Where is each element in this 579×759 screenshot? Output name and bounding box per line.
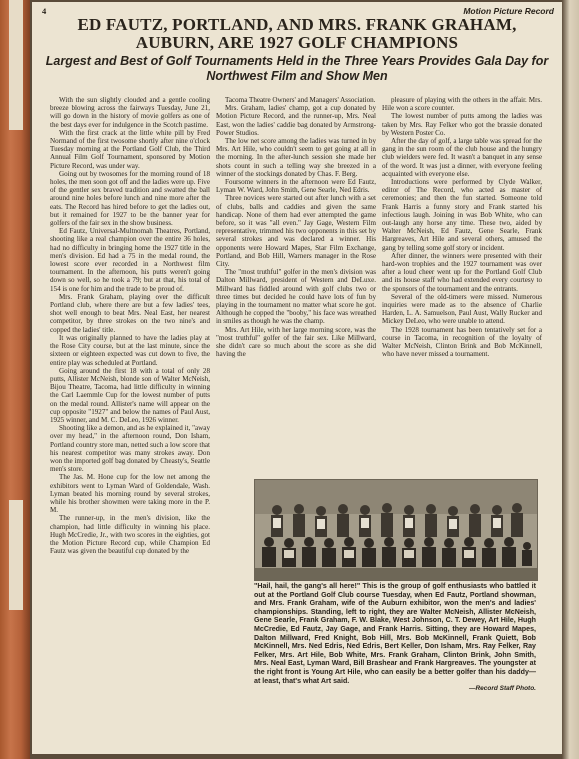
paragraph: Three novices were started out after lunch with a set of clubs, balls and caddies and given the same handicap. None of them had ever attempted the game before, so it was "all even." Jay Gage, Western Film representative, trimmed his two opponents in this set by several strokes and was declared a winner. His opponents were Howard Mapes, Star Film Exchange, Portland, and Bob Hill, Warners manager in the Rose City.	[216, 194, 376, 269]
paragraph: Foursome winners in the afternoon were Ed Fautz, Lyman W. Ward, John Smith, Gene Searle, Ned Edris.	[216, 178, 376, 195]
article-column-1	[50, 96, 210, 746]
paragraph: The "most truthful" golfer in the men's division was Dalton Millward, president of Western and DeLuxe. Millward has fiddled around with golf clubs two or three times but decided he could have lots of fun by playing in the tournament no matter what score he got. Although he copped the "booby," his face was wreathed in smiles as though he was the champ.	[216, 268, 376, 326]
paragraph: Introductions were performed by Clyde Walker, editor of The Record, who acted as master of ceremonies; and then the fun started. Someone told Frank Harris a funny story and Frank started his infectious laugh. Joining in was Bob White, who can out-laugh any horse any time. These two, aided by Walter McNeish, Ed Fautz, Gene Searle, Frank Hargreaves, Art Hile and several others, amused the gang by telling some golf story or incident.	[382, 178, 542, 252]
photo-caption	[254, 582, 536, 694]
paragraph: Ed Fautz, Universal-Multnomah Theatres, Portland, shooting like a real champion over the entire 36 holes, had no difficulty in bringing home the 1927 title in the men's division. Ed had a 75 in the medal round, the lowest score ever recorded in a Northwest film tournament. In the afternoon, his putts weren't going down so well, so he took a 79; but at that, his total of 154 is one for him and the trade to be proud of.	[50, 227, 210, 293]
paragraph: It was originally planned to have the ladies play at the Rose City course, but at the last minute, since the sixteen or eighteen expected was cut down to five, the entire play was scheduled at Portland.	[50, 333, 210, 367]
article-title: ED FAUTZ, PORTLAND, AND MRS. FRANK GRAHAM, AUBURN, ARE 1927 GOLF CHAMPIONS	[77, 15, 517, 52]
photo-credit: —Record Staff Photo.	[468, 685, 536, 693]
article-column-3	[382, 96, 542, 474]
article-subtitle: Largest and Best of Golf Tournaments Held in the Three Years Provides Gala Day for Northwest Film and Show Men	[45, 54, 549, 83]
paragraph: The lowest number of putts among the ladies was taken by Mrs. Ray Felker who got the brassie donated by Western Poster Co.	[382, 112, 542, 137]
paragraph: The runner-up, in the men's division, like the champion, had little difficulty in winning his place. Hugh McCredie, Jr., with two scores in the eighties, got the Motion Picture Record cup, while Champion Ed Fautz was given the beautiful cup donated by the	[50, 514, 210, 556]
paragraph: Going around the first 18 with a total of only 28 putts, Allister McNeish, blonde son of Walter McNeish, Bijou Theatre, Tacoma, had little difficulty in winning the Carl Laemmle Cup for the lowest number of putts on the medal round. Allister's name will appear on the cup opposite "1927" and below the names of Paul Aust, 1925 winner, and M. C. DeLeo, 1926 winner.	[50, 366, 210, 424]
page-number: 4	[42, 6, 47, 16]
paragraph: Mrs. Frank Graham, playing over the difficult Portland club, where there are but a few ladies' tees, shot well enough to beat Mrs. Neal East, her nearest competitor, by three strokes on the two nine's and copped the ladies' title.	[50, 292, 210, 334]
paragraph: The 1928 tournament has been tentatively set for a course in Tacoma, in recognition of the loyalty of Walter McNeish, Clinton Brink and Bob McKinnell, who have never missed a tournament.	[382, 325, 542, 359]
group-photo	[254, 479, 538, 581]
paragraph: The low net score among the ladies was turned in by Mrs. Art Hile, who couldn't seem to get going at all in the morning. In the after-lunch session she made her shots count in such a telling way she breezed in a winner of the stockings donated by Chas. F. Berg.	[216, 137, 376, 178]
paragraph: The Jas. M. Hone cup for the low net among the exhibitors went to Lyman Ward of Goldendale, Wash. Lyman beated his morning round by several strokes, while his brother showmen were taking more in the P. M.	[50, 473, 210, 515]
magazine-page	[32, 2, 562, 754]
paragraph: Mrs. Graham, ladies' champ, got a cup donated by Motion Picture Record, and the runner-up, Mrs. Neal East, won the ladies' caddie bag donated by Armstrong-Power Studios.	[216, 104, 376, 137]
publication-name: Motion Picture Record	[463, 6, 554, 16]
paragraph: pleasure of playing with the others in the affair. Mrs. Hile won a score counter.	[382, 96, 542, 113]
paragraph: With the sun slightly clouded and a gentle cooling breeze blowing across the fairways Tuesday, June 21, will go down in the history of movie golfers as one of the best days ever for indulgence in the Scotch pastime.	[50, 96, 210, 129]
adjacent-page-edge	[562, 0, 579, 759]
article-column-2	[216, 96, 376, 474]
binding-stripe	[9, 500, 23, 610]
paragraph: Several of the old-timers were missed. Numerous inquiries were made as to the absence of Charlie Harden, L. A. Samuelson, Paul Aust, Wally Rucker and Mickey DeLeo, who were unable to attend.	[382, 292, 542, 326]
paragraph: After dinner, the winners were presented with their hard-won trophies and the 1927 tournament was over after a loud cheer went up for the Portland Golf Club and its house staff who had extended every courtesy to the sponsors of the tournament and the entrants.	[382, 251, 542, 293]
caption-text: "Hail, hail, the gang's all here!" This is the group of golf enthusiasts who battled it out at the Portland Golf Club course Tuesday, when Ed Fautz, Portland showman, and Mrs. Frank Graham, wife of the Auburn exhibitor, won the men's and ladies' championships. Standing, left to right, they are Walter McNeish, Allister McNeish, Gene Searle, Frank Graham, F. W. Blake, West Johnson, C. T. Dewey, Art Hile, Hugh McCredie, Ed Fautz, Jay Gage, and Frank Harris. Sitting, they are Howard Mapes, Dalton Millward, Fred Knight, Bob Hill, Mrs. Bob McKinnell, Frank Quiett, Bob McKinnell, Mrs. Ned Edris, Ned Edris, Bert Keller, Don Isham, Mrs. Ray Felker, Ray Felker, Mrs. Art Hile, Bob White, Mrs. Frank Graham, Clinton Brink, John Smith, Mrs. Neal East, Lyman Ward, Bill Brashear and Frank Hargreaves. The youngster at the right front is Young Art Hile, who can easily be a better golfer than his daddy—at least, that's what Art said.	[254, 582, 536, 685]
paragraph: Tacoma Theatre Owners' and Managers' Association.	[225, 96, 376, 104]
paragraph: Going out by twosomes for the morning round of 18 holes, the men soon got off and the ladies were up. Five of the gentler sex braved tradition and swatted the ball around nine holes before lunch and nine more after the eats. The Record has hired before to get the ladies out, but it remained for 1927 to be the banner year for golfers of the fair sex in the show business.	[50, 169, 210, 228]
paragraph: Shooting like a demon, and as he explained it, "away over my head," in the afternoon round, Don Isham, Portland country store man, netted such a low score that his nearest competitor was many strokes away. Don won the imported golf bag donated by Cheasty's, Seattle men's store.	[50, 424, 210, 474]
book-binding	[0, 0, 30, 759]
paragraph: After the day of golf, a large table was spread for the gang in the sun room of the club house and the hungry club wielders were fed. It wasn't a banquet in any sense of the word. It was just a dinner, with everyone feeling acquainted with everyone else.	[382, 137, 542, 178]
paragraph: Mrs. Art Hile, with her large morning score, was the "most truthful" golfer of the fair sex. Like Millward, she didn't care so much about the score as she did having the	[216, 325, 376, 359]
paragraph: With the first crack at the little white pill by Fred Normand of the first twosome shortly after nine o'clock Tuesday morning at the Portland Golf Club, the Third Annual Film Golf Tournament, sponsored by Motion Picture Record, was under way.	[50, 128, 210, 170]
binding-stripe	[9, 0, 23, 130]
